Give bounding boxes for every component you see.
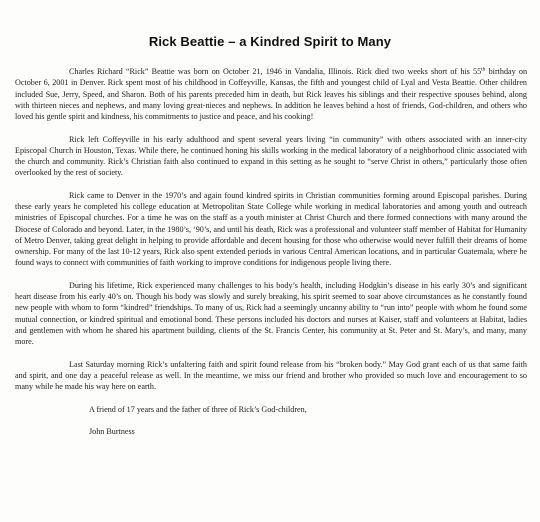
paragraph-birth <box>15 66 527 122</box>
paragraph-denver: Rick came to Denver in the 1970’s and again found kindred spirits in Christian communities forming around Episcopal parishes. During these early years he completed his college education at Metropolitan State College while working in medical laboratories and among youth and outreach ministries of Episcopal churches. For a time he was on the staff as a youth minister at Christ Church and there formed connections with many around the Diocese of Colorado and beyond. Later, in the 1980’s, ‘90’s, and until his death, Rick was a professional and volunteer staff member of Habitat for Humanity of Metro Denver, taking great delight in helping to provide affordable and decent housing for those who otherwise would never fulfill their dreams of home ownership. For many of the last 10-12 years, Rick also spent extended periods in various Central American locations, and in particular Guatemala, where he found ways to connect with communities of faith working to improve conditions for indigenous people living there. <box>15 190 527 268</box>
paragraph-release: Last Saturday morning Rick’s unfaltering faith and spirit found release from his “broken body.” May God grant each of us that same faith and spirit, and one day a peaceful release as well. In the meantime, we miss our friend and brother who provided so much love and encouragement to so many while he made his way here on earth. <box>15 359 527 391</box>
document-body <box>15 66 527 437</box>
paragraph-houston: Rick left Coffeyville in his early adulthood and spent several years living “in community” with others associated with an inner-city Episcopal Church in Houston, Texas. While there, he continued honing his skills working in the medical laboratory of a neighborhood clinic associated with the church and community. Rick’s Christian faith also continued to expand in this setting as he sought to “serve Christ in others,” particularly those often overlooked by the rest of society. <box>15 134 527 178</box>
paragraph-health: During his lifetime, Rick experienced many challenges to his body’s health, including Hodgkin’s disease in his early 30’s and significant heart disease from his early 40’s on. Though his body was slowly and surely breaking, his spirit seemed to soar above circumstances as he constantly found new people with whom to form “kindred” friendships. To many of us, Rick had a seemingly uncanny ability to “run into” people with whom he found some mutual connection, or kindred spiritual and emotional bond. These persons included his doctors and nurses at Kaiser, staff and volunteers at Habitat, ladies and gentlemen with whom he shared his apartment building, clients of the St. Francis Center, his community at St. Peter and St. Mary’s, and many, many more. <box>15 280 527 346</box>
paragraph-birth-text-continued: birthday on October 6, 2001 in Denver. Rick spent most of his childhood in Coffeyville, Kansas, the fifth and youngest child of Lyal and Vesta Beattie. Other children included Sue, Jerry, Speed, and Sharon. Both of his parents preceded him in death, but Rick leaves his siblings and their respective spouses behind, along with thirteen nieces and nephews, and many loving great-nieces and nephews. In addition he leaves behind a host of friends, God-children, and others who loved his gentle spirit and kindness, his commitments to justice and peace, and his cooking! <box>15 67 528 121</box>
ordinal-suffix: th <box>481 66 486 73</box>
closing-line: A friend of 17 years and the father of three of Rick’s God-children, <box>89 404 307 414</box>
document-title: Rick Beattie – a Kindred Spirit to Many <box>148 34 392 49</box>
signature-name: John Burtness <box>89 427 135 436</box>
paragraph-birth-text: Charles Richard “Rick” Beattie was born on October 21, 1946 in Vandalia, Illinois. Rick died two weeks short of his 55 <box>69 67 482 76</box>
